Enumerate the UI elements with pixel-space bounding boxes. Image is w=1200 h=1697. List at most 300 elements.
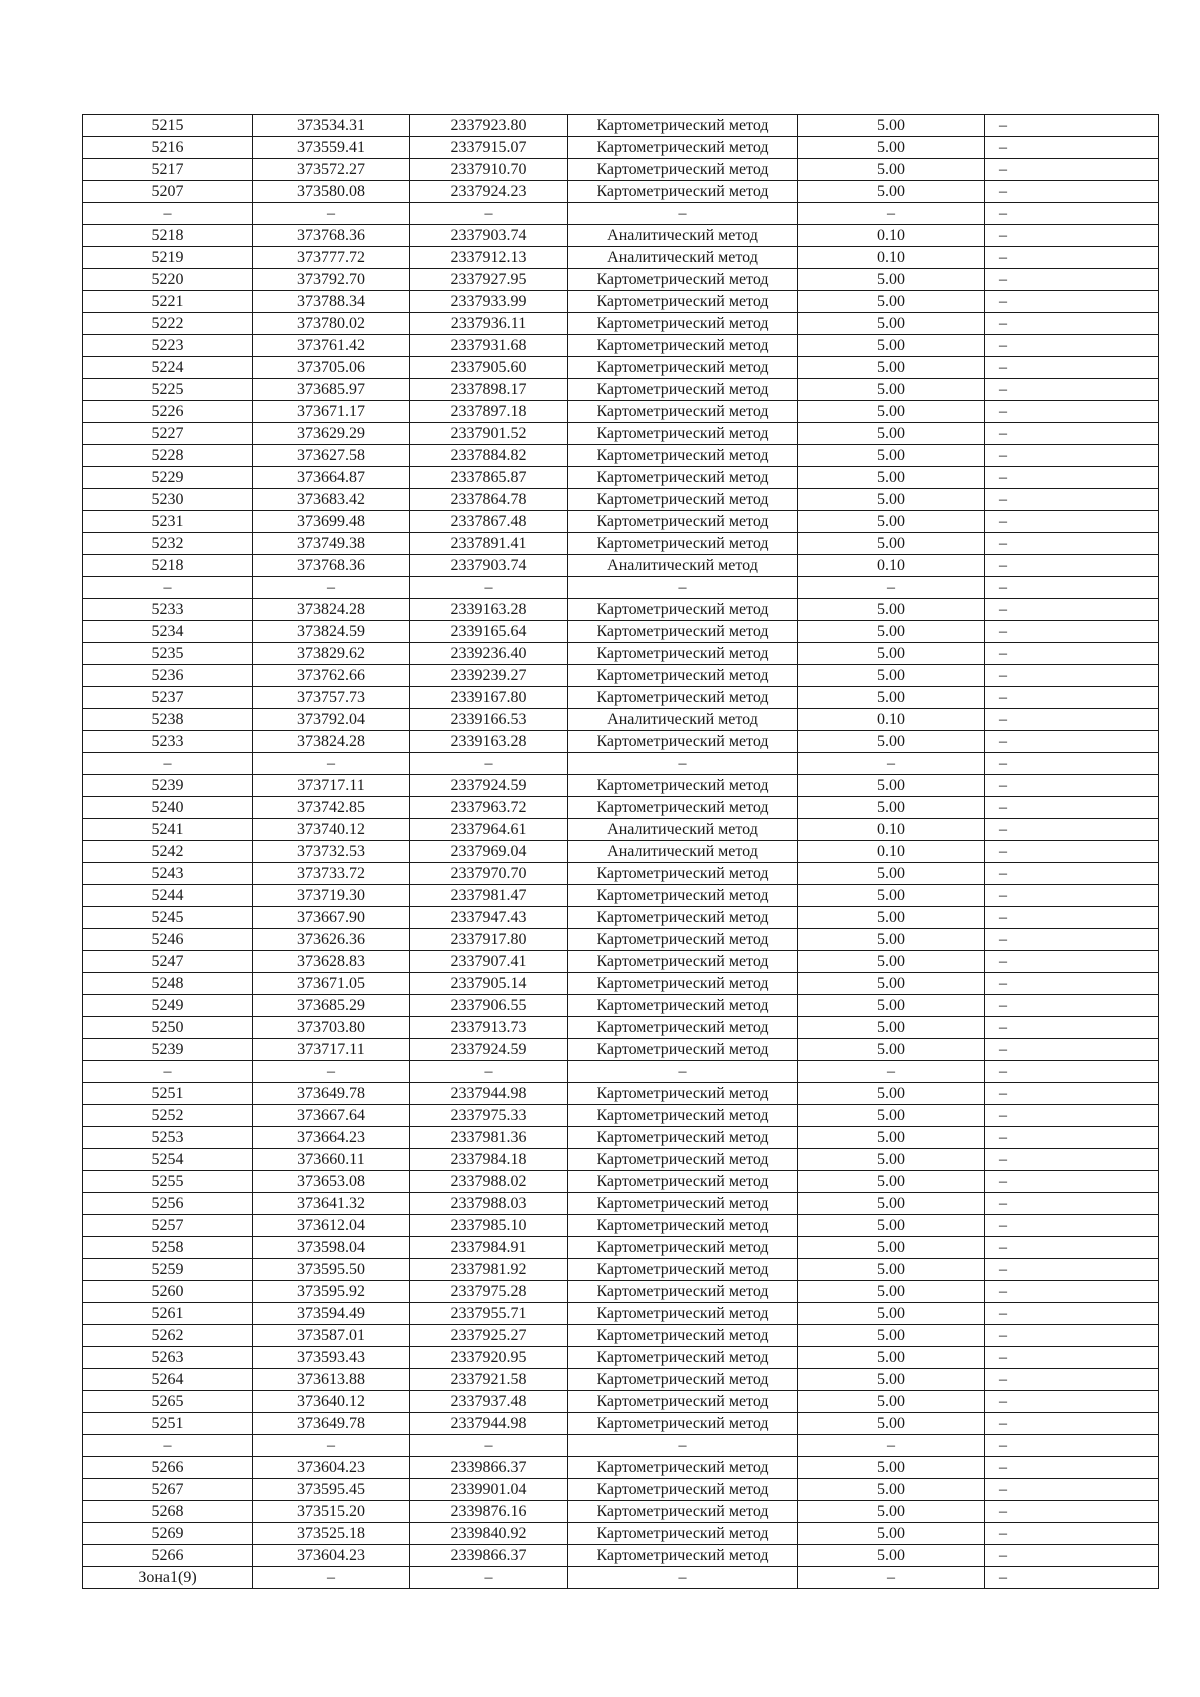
description-cell: – (985, 621, 1159, 643)
method-cell: Картометрический метод (568, 291, 798, 313)
method-cell: Картометрический метод (568, 1083, 798, 1105)
accuracy-cell: 5.00 (798, 181, 985, 203)
description-cell: – (985, 1479, 1159, 1501)
method-cell: Картометрический метод (568, 357, 798, 379)
description-cell: – (985, 1347, 1159, 1369)
x-coordinate-cell: 373534.31 (253, 115, 410, 137)
table-row (83, 1215, 1159, 1237)
point-number-cell: 5221 (83, 291, 253, 313)
method-cell: Картометрический метод (568, 1391, 798, 1413)
x-coordinate-cell: 373780.02 (253, 313, 410, 335)
description-cell: – (985, 687, 1159, 709)
point-number-cell: 5251 (83, 1083, 253, 1105)
accuracy-cell: 0.10 (798, 709, 985, 731)
description-cell: – (985, 445, 1159, 467)
x-coordinate-cell: 373598.04 (253, 1237, 410, 1259)
description-cell: – (985, 1039, 1159, 1061)
table-row (83, 533, 1159, 555)
table-row (83, 1369, 1159, 1391)
point-number-cell: 5254 (83, 1149, 253, 1171)
method-cell: Картометрический метод (568, 181, 798, 203)
accuracy-cell: 5.00 (798, 797, 985, 819)
description-cell: – (985, 885, 1159, 907)
method-cell: Аналитический метод (568, 555, 798, 577)
x-coordinate-cell: 373768.36 (253, 555, 410, 577)
accuracy-cell: 5.00 (798, 1215, 985, 1237)
point-number-cell: 5217 (83, 159, 253, 181)
table-row (83, 467, 1159, 489)
y-coordinate-cell: 2337867.48 (410, 511, 568, 533)
x-coordinate-cell: 373613.88 (253, 1369, 410, 1391)
point-number-cell: 5228 (83, 445, 253, 467)
accuracy-cell: 5.00 (798, 665, 985, 687)
table-row (83, 1413, 1159, 1435)
y-coordinate-cell: 2337936.11 (410, 313, 568, 335)
method-cell: Картометрический метод (568, 621, 798, 643)
table-row (83, 401, 1159, 423)
table-row (83, 929, 1159, 951)
table-row (83, 1435, 1159, 1457)
y-coordinate-cell: 2337913.73 (410, 1017, 568, 1039)
accuracy-cell: – (798, 753, 985, 775)
method-cell: Картометрический метод (568, 863, 798, 885)
y-coordinate-cell: 2337912.13 (410, 247, 568, 269)
accuracy-cell: 5.00 (798, 1259, 985, 1281)
y-coordinate-cell: 2337917.80 (410, 929, 568, 951)
point-number-cell: 5235 (83, 643, 253, 665)
accuracy-cell: 5.00 (798, 1149, 985, 1171)
x-coordinate-cell: 373792.70 (253, 269, 410, 291)
x-coordinate-cell: 373761.42 (253, 335, 410, 357)
description-cell: – (985, 1105, 1159, 1127)
method-cell: Картометрический метод (568, 907, 798, 929)
accuracy-cell: 5.00 (798, 1347, 985, 1369)
method-cell: – (568, 1061, 798, 1083)
accuracy-cell: 0.10 (798, 841, 985, 863)
table-row (83, 1347, 1159, 1369)
x-coordinate-cell: 373580.08 (253, 181, 410, 203)
description-cell: – (985, 1325, 1159, 1347)
point-number-cell: 5241 (83, 819, 253, 841)
point-number-cell: 5225 (83, 379, 253, 401)
method-cell: Картометрический метод (568, 643, 798, 665)
accuracy-cell: 5.00 (798, 1457, 985, 1479)
table-row (83, 1039, 1159, 1061)
description-cell: – (985, 1369, 1159, 1391)
point-number-cell: 5215 (83, 115, 253, 137)
description-cell: – (985, 1259, 1159, 1281)
method-cell: Картометрический метод (568, 533, 798, 555)
table-row (83, 313, 1159, 335)
x-coordinate-cell: 373604.23 (253, 1457, 410, 1479)
point-number-cell: 5255 (83, 1171, 253, 1193)
method-cell: Картометрический метод (568, 731, 798, 753)
method-cell: Картометрический метод (568, 511, 798, 533)
x-coordinate-cell: – (253, 1567, 410, 1589)
description-cell: – (985, 599, 1159, 621)
table-row (83, 841, 1159, 863)
y-coordinate-cell: 2337985.10 (410, 1215, 568, 1237)
description-cell: – (985, 291, 1159, 313)
method-cell: Картометрический метод (568, 885, 798, 907)
point-number-cell: 5266 (83, 1457, 253, 1479)
point-number-cell: 5239 (83, 775, 253, 797)
point-number-cell: 5257 (83, 1215, 253, 1237)
table-row (83, 753, 1159, 775)
y-coordinate-cell: – (410, 1567, 568, 1589)
point-number-cell: 5239 (83, 1039, 253, 1061)
accuracy-cell: 5.00 (798, 731, 985, 753)
table-row (83, 1171, 1159, 1193)
point-number-cell: 5261 (83, 1303, 253, 1325)
method-cell: Картометрический метод (568, 159, 798, 181)
table-row (83, 1105, 1159, 1127)
x-coordinate-cell: 373515.20 (253, 1501, 410, 1523)
x-coordinate-cell: 373733.72 (253, 863, 410, 885)
description-cell: – (985, 643, 1159, 665)
table-row (83, 863, 1159, 885)
point-number-cell: 5218 (83, 225, 253, 247)
accuracy-cell: 5.00 (798, 291, 985, 313)
method-cell: Картометрический метод (568, 1039, 798, 1061)
description-cell: – (985, 1017, 1159, 1039)
accuracy-cell: – (798, 203, 985, 225)
y-coordinate-cell: 2337903.74 (410, 555, 568, 577)
accuracy-cell: 0.10 (798, 247, 985, 269)
y-coordinate-cell: 2337969.04 (410, 841, 568, 863)
method-cell: Картометрический метод (568, 1303, 798, 1325)
y-coordinate-cell: 2337924.59 (410, 775, 568, 797)
accuracy-cell: 5.00 (798, 951, 985, 973)
y-coordinate-cell: 2337910.70 (410, 159, 568, 181)
table-row (83, 1567, 1159, 1589)
table-row (83, 1325, 1159, 1347)
point-number-cell: 5231 (83, 511, 253, 533)
method-cell: Картометрический метод (568, 929, 798, 951)
method-cell: Картометрический метод (568, 797, 798, 819)
point-number-cell: 5266 (83, 1545, 253, 1567)
method-cell: Картометрический метод (568, 1127, 798, 1149)
method-cell: Картометрический метод (568, 1457, 798, 1479)
point-number-cell: 5233 (83, 599, 253, 621)
method-cell: Картометрический метод (568, 137, 798, 159)
description-cell: – (985, 401, 1159, 423)
table-row (83, 445, 1159, 467)
y-coordinate-cell: 2337988.02 (410, 1171, 568, 1193)
accuracy-cell: – (798, 1435, 985, 1457)
accuracy-cell: 5.00 (798, 599, 985, 621)
table-row (83, 819, 1159, 841)
accuracy-cell: 5.00 (798, 467, 985, 489)
table-row (83, 775, 1159, 797)
x-coordinate-cell: 373629.29 (253, 423, 410, 445)
x-coordinate-cell: 373705.06 (253, 357, 410, 379)
table-row (83, 225, 1159, 247)
y-coordinate-cell: – (410, 203, 568, 225)
point-number-cell: 5243 (83, 863, 253, 885)
description-cell: – (985, 1303, 1159, 1325)
description-cell: – (985, 1457, 1159, 1479)
point-number-cell: 5246 (83, 929, 253, 951)
y-coordinate-cell: 2337923.80 (410, 115, 568, 137)
accuracy-cell: 5.00 (798, 445, 985, 467)
y-coordinate-cell: 2337981.47 (410, 885, 568, 907)
y-coordinate-cell: 2337988.03 (410, 1193, 568, 1215)
description-cell: – (985, 577, 1159, 599)
y-coordinate-cell: – (410, 1435, 568, 1457)
x-coordinate-cell: 373777.72 (253, 247, 410, 269)
table-row (83, 665, 1159, 687)
accuracy-cell: 0.10 (798, 225, 985, 247)
description-cell: – (985, 313, 1159, 335)
y-coordinate-cell: 2339163.28 (410, 599, 568, 621)
method-cell: Картометрический метод (568, 1347, 798, 1369)
table-row (83, 181, 1159, 203)
method-cell: Картометрический метод (568, 489, 798, 511)
y-coordinate-cell: 2339167.80 (410, 687, 568, 709)
point-number-cell: – (83, 577, 253, 599)
accuracy-cell: 5.00 (798, 687, 985, 709)
x-coordinate-cell: 373594.49 (253, 1303, 410, 1325)
method-cell: Картометрический метод (568, 1523, 798, 1545)
point-number-cell: 5219 (83, 247, 253, 269)
table-row (83, 995, 1159, 1017)
y-coordinate-cell: 2339236.40 (410, 643, 568, 665)
table-row (83, 621, 1159, 643)
accuracy-cell: 5.00 (798, 973, 985, 995)
description-cell: – (985, 181, 1159, 203)
x-coordinate-cell: 373699.48 (253, 511, 410, 533)
x-coordinate-cell: 373593.43 (253, 1347, 410, 1369)
description-cell: – (985, 555, 1159, 577)
table-row (83, 885, 1159, 907)
method-cell: Картометрический метод (568, 1105, 798, 1127)
description-cell: – (985, 1391, 1159, 1413)
table-row (83, 643, 1159, 665)
table-row (83, 709, 1159, 731)
x-coordinate-cell: 373788.34 (253, 291, 410, 313)
method-cell: – (568, 577, 798, 599)
x-coordinate-cell: 373612.04 (253, 1215, 410, 1237)
point-number-cell: 5251 (83, 1413, 253, 1435)
x-coordinate-cell: 373824.28 (253, 731, 410, 753)
point-number-cell: 5220 (83, 269, 253, 291)
y-coordinate-cell: 2337907.41 (410, 951, 568, 973)
accuracy-cell: 5.00 (798, 401, 985, 423)
y-coordinate-cell: 2337891.41 (410, 533, 568, 555)
x-coordinate-cell: 373640.12 (253, 1391, 410, 1413)
method-cell: Картометрический метод (568, 665, 798, 687)
y-coordinate-cell: 2337865.87 (410, 467, 568, 489)
table-row (83, 1457, 1159, 1479)
method-cell: Картометрический метод (568, 401, 798, 423)
x-coordinate-cell: – (253, 1435, 410, 1457)
y-coordinate-cell: 2337947.43 (410, 907, 568, 929)
x-coordinate-cell: 373740.12 (253, 819, 410, 841)
accuracy-cell: 5.00 (798, 1523, 985, 1545)
method-cell: Картометрический метод (568, 687, 798, 709)
table-row (83, 951, 1159, 973)
y-coordinate-cell: – (410, 1061, 568, 1083)
y-coordinate-cell: 2337975.28 (410, 1281, 568, 1303)
accuracy-cell: 5.00 (798, 907, 985, 929)
description-cell: – (985, 929, 1159, 951)
table-row (83, 599, 1159, 621)
method-cell: Аналитический метод (568, 247, 798, 269)
accuracy-cell: 5.00 (798, 1083, 985, 1105)
y-coordinate-cell: 2337905.60 (410, 357, 568, 379)
point-number-cell: – (83, 203, 253, 225)
method-cell: Картометрический метод (568, 467, 798, 489)
table-row (83, 115, 1159, 137)
point-number-cell: 5230 (83, 489, 253, 511)
x-coordinate-cell: 373667.64 (253, 1105, 410, 1127)
method-cell: Картометрический метод (568, 1259, 798, 1281)
description-cell: – (985, 1083, 1159, 1105)
y-coordinate-cell: 2337925.27 (410, 1325, 568, 1347)
description-cell: – (985, 1567, 1159, 1589)
accuracy-cell: 5.00 (798, 995, 985, 1017)
y-coordinate-cell: 2337898.17 (410, 379, 568, 401)
point-number-cell: 5268 (83, 1501, 253, 1523)
x-coordinate-cell: 373749.38 (253, 533, 410, 555)
description-cell: – (985, 995, 1159, 1017)
description-cell: – (985, 709, 1159, 731)
accuracy-cell: 5.00 (798, 1127, 985, 1149)
point-number-cell: 5244 (83, 885, 253, 907)
description-cell: – (985, 1281, 1159, 1303)
y-coordinate-cell: 2337897.18 (410, 401, 568, 423)
table-row (83, 269, 1159, 291)
y-coordinate-cell: 2337901.52 (410, 423, 568, 445)
accuracy-cell: 5.00 (798, 1039, 985, 1061)
method-cell: Картометрический метод (568, 1171, 798, 1193)
point-number-cell: 5245 (83, 907, 253, 929)
method-cell: – (568, 1567, 798, 1589)
accuracy-cell: 5.00 (798, 1105, 985, 1127)
y-coordinate-cell: 2337903.74 (410, 225, 568, 247)
x-coordinate-cell: 373595.92 (253, 1281, 410, 1303)
description-cell: – (985, 863, 1159, 885)
method-cell: Картометрический метод (568, 951, 798, 973)
y-coordinate-cell: 2337884.82 (410, 445, 568, 467)
y-coordinate-cell: 2337944.98 (410, 1413, 568, 1435)
method-cell: Картометрический метод (568, 1479, 798, 1501)
x-coordinate-cell: 373653.08 (253, 1171, 410, 1193)
description-cell: – (985, 1215, 1159, 1237)
accuracy-cell: 5.00 (798, 1017, 985, 1039)
x-coordinate-cell: 373595.45 (253, 1479, 410, 1501)
x-coordinate-cell: 373572.27 (253, 159, 410, 181)
y-coordinate-cell: 2337975.33 (410, 1105, 568, 1127)
x-coordinate-cell: 373649.78 (253, 1083, 410, 1105)
x-coordinate-cell: 373667.90 (253, 907, 410, 929)
description-cell: – (985, 1501, 1159, 1523)
y-coordinate-cell: 2337927.95 (410, 269, 568, 291)
description-cell: – (985, 731, 1159, 753)
y-coordinate-cell: 2337963.72 (410, 797, 568, 819)
table-row (83, 357, 1159, 379)
x-coordinate-cell: 373587.01 (253, 1325, 410, 1347)
description-cell: – (985, 357, 1159, 379)
x-coordinate-cell: 373559.41 (253, 137, 410, 159)
y-coordinate-cell: 2337984.91 (410, 1237, 568, 1259)
y-coordinate-cell: 2337933.99 (410, 291, 568, 313)
accuracy-cell: 5.00 (798, 269, 985, 291)
x-coordinate-cell: 373824.28 (253, 599, 410, 621)
x-coordinate-cell: 373664.23 (253, 1127, 410, 1149)
x-coordinate-cell: 373595.50 (253, 1259, 410, 1281)
description-cell: – (985, 247, 1159, 269)
method-cell: Картометрический метод (568, 599, 798, 621)
accuracy-cell: 5.00 (798, 533, 985, 555)
accuracy-cell: 5.00 (798, 1369, 985, 1391)
description-cell: – (985, 1413, 1159, 1435)
accuracy-cell: 5.00 (798, 775, 985, 797)
description-cell: – (985, 1237, 1159, 1259)
method-cell: Картометрический метод (568, 1215, 798, 1237)
table-row (83, 335, 1159, 357)
y-coordinate-cell: 2339165.64 (410, 621, 568, 643)
table-row (83, 489, 1159, 511)
description-cell: – (985, 841, 1159, 863)
table-row (83, 797, 1159, 819)
description-cell: – (985, 1061, 1159, 1083)
accuracy-cell: 5.00 (798, 863, 985, 885)
method-cell: Картометрический метод (568, 1501, 798, 1523)
x-coordinate-cell: 373792.04 (253, 709, 410, 731)
accuracy-cell: – (798, 577, 985, 599)
table-row (83, 1193, 1159, 1215)
point-number-cell: 5253 (83, 1127, 253, 1149)
method-cell: Аналитический метод (568, 819, 798, 841)
x-coordinate-cell: – (253, 753, 410, 775)
description-cell: – (985, 159, 1159, 181)
description-cell: – (985, 467, 1159, 489)
y-coordinate-cell: 2337981.92 (410, 1259, 568, 1281)
method-cell: Картометрический метод (568, 1149, 798, 1171)
method-cell: Картометрический метод (568, 995, 798, 1017)
x-coordinate-cell: 373671.05 (253, 973, 410, 995)
accuracy-cell: 5.00 (798, 1193, 985, 1215)
accuracy-cell: 5.00 (798, 929, 985, 951)
point-number-cell: 5216 (83, 137, 253, 159)
point-number-cell: 5248 (83, 973, 253, 995)
description-cell: – (985, 489, 1159, 511)
y-coordinate-cell: 2339866.37 (410, 1545, 568, 1567)
table-row (83, 1259, 1159, 1281)
x-coordinate-cell: 373742.85 (253, 797, 410, 819)
method-cell: – (568, 1435, 798, 1457)
table-row (83, 159, 1159, 181)
point-number-cell: 5236 (83, 665, 253, 687)
y-coordinate-cell: 2337944.98 (410, 1083, 568, 1105)
accuracy-cell: 5.00 (798, 115, 985, 137)
point-number-cell: 5222 (83, 313, 253, 335)
accuracy-cell: 5.00 (798, 423, 985, 445)
y-coordinate-cell: 2339166.53 (410, 709, 568, 731)
accuracy-cell: 5.00 (798, 1413, 985, 1435)
point-number-cell: 5250 (83, 1017, 253, 1039)
table-row (83, 511, 1159, 533)
method-cell: Картометрический метод (568, 1193, 798, 1215)
table-row (83, 1501, 1159, 1523)
accuracy-cell: 0.10 (798, 819, 985, 841)
description-cell: – (985, 1171, 1159, 1193)
x-coordinate-cell: 373829.62 (253, 643, 410, 665)
method-cell: – (568, 203, 798, 225)
accuracy-cell: 5.00 (798, 1325, 985, 1347)
